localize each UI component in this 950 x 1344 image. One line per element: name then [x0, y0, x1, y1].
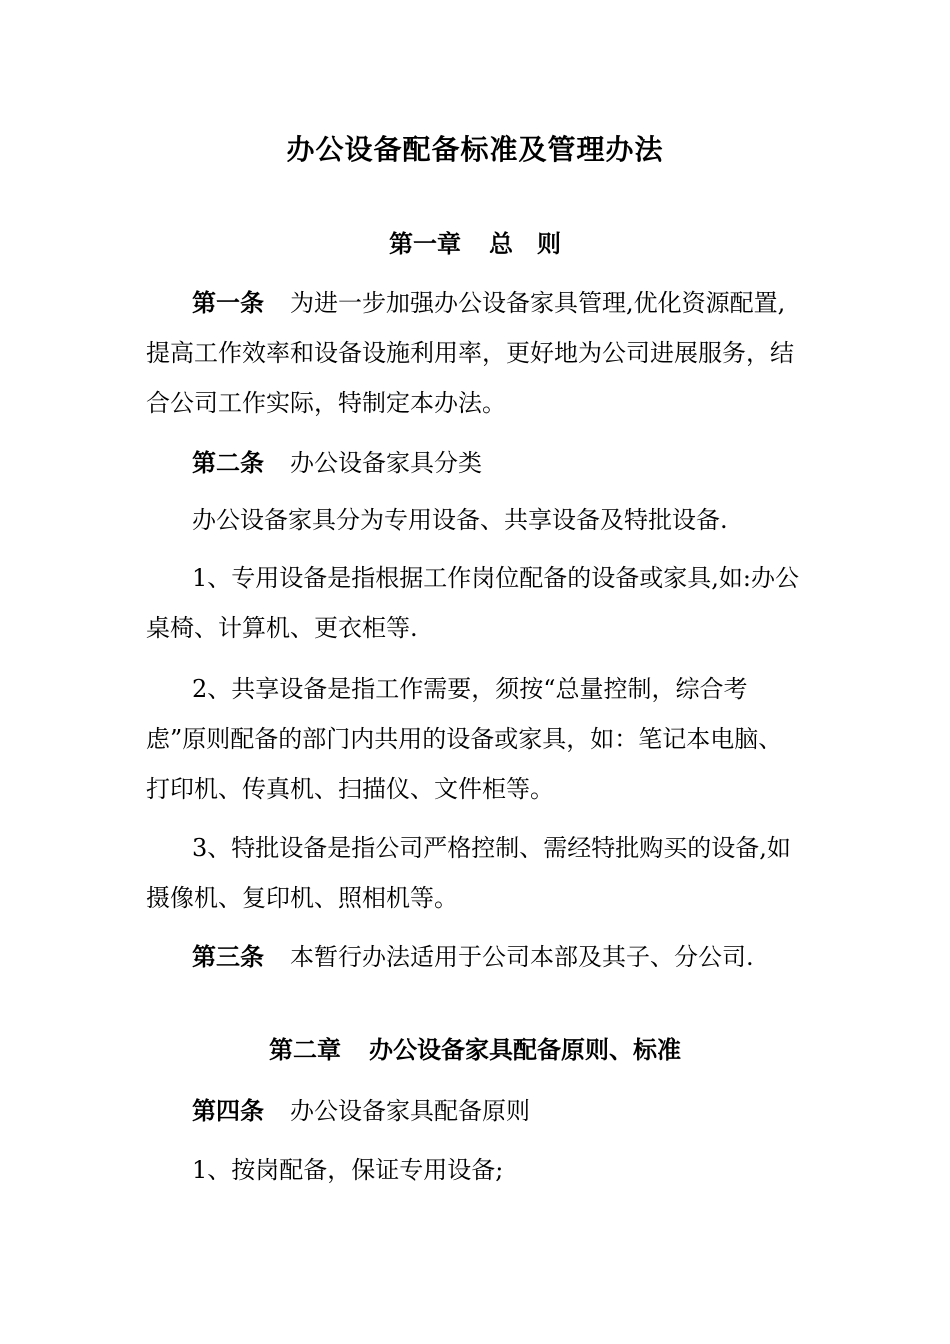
article-4-text: 办公设备家具配备原则 [290, 1097, 530, 1125]
chapter-1-name: 总 则 [489, 229, 561, 258]
article-3-text: 本暂行办法适用于公司本部及其子、分公司. [290, 943, 754, 971]
article-2 [146, 438, 806, 488]
chapter-2-heading [0, 1030, 950, 1070]
article-1-text: 为进一步加强办公设备家具管理,优化资源配置,提高工作效率和设备设施利用率，更好地为公司进展服务，结合公司工作实际，特制定本办法。 [146, 289, 794, 417]
article-4-item-1: 1、按岗配备，保证专用设备; [192, 1156, 504, 1184]
article-1-lead: 第一条 [192, 288, 264, 317]
article-2-lead: 第二条 [192, 448, 264, 477]
article-3-lead: 第三条 [192, 942, 264, 971]
document-title: 办公设备配备标准及管理办法 [286, 133, 664, 166]
article-1 [146, 278, 806, 428]
article-2-item-2: 2、共享设备是指工作需要，须按“总量控制，综合考虑”原则配备的部门内共用的设备或家具，如：笔记本电脑、打印机、传真机、扫描仪、文件柜等。 [146, 675, 783, 803]
article-2-item-1: 1、专用设备是指根据工作岗位配备的设备或家具,如:办公桌椅、计算机、更衣柜等. [146, 564, 799, 642]
article-2-item-3: 3、特批设备是指公司严格控制、需经特批购买的设备,如摄像机、复印机、照相机等。 [146, 834, 791, 912]
article-2-text: 办公设备家具分类 [290, 449, 482, 477]
article-4-lead: 第四条 [192, 1096, 264, 1125]
chapter-2-name: 办公设备家具配备原则、标准 [369, 1035, 681, 1064]
chapter-1-label: 第一章 [389, 229, 461, 258]
chapter-1-heading [0, 224, 950, 264]
article-2-intro: 办公设备家具分为专用设备、共享设备及特批设备. [192, 506, 728, 534]
chapter-2-label: 第二章 [269, 1035, 341, 1064]
article-4 [146, 1086, 806, 1136]
article-3 [146, 932, 806, 982]
